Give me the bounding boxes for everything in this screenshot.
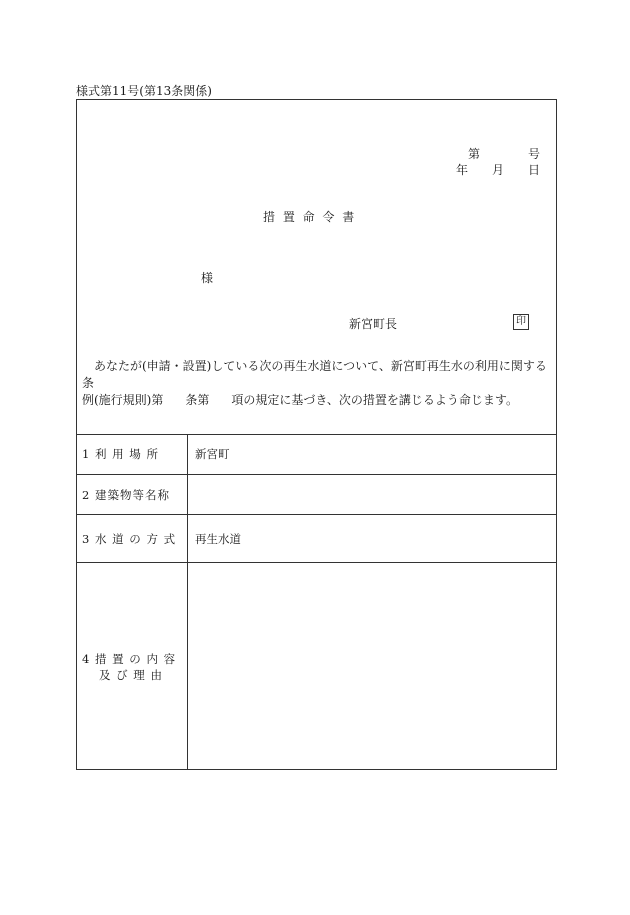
addressee-suffix: 様 bbox=[201, 271, 214, 285]
row-label-location: 1 利 用 場 所 bbox=[82, 447, 159, 461]
row-label-measure-reason: 及 び 理 由 bbox=[99, 668, 163, 682]
order-body-line-2b: 条第 bbox=[185, 393, 210, 407]
seal-mark: 印 bbox=[513, 314, 529, 330]
order-body-text bbox=[82, 358, 552, 409]
order-body-line-1: あなたが(申請・設置)している次の再生水道について、新宮町再生水の利用に関する条 bbox=[82, 359, 547, 390]
order-document-frame bbox=[76, 99, 557, 770]
table-row-divider bbox=[77, 514, 556, 515]
issuer-name: 新宮町長 bbox=[349, 317, 398, 331]
date-year: 年 bbox=[456, 163, 469, 177]
doc-number-prefix: 第 bbox=[468, 147, 481, 161]
row-value-water-system: 再生水道 bbox=[195, 532, 241, 546]
row-label-measure-content: 4 措 置 の 内 容 bbox=[82, 652, 177, 666]
doc-number-suffix: 号 bbox=[528, 147, 541, 161]
document-title: 措 置 命 令 書 bbox=[263, 210, 357, 224]
row-label-water-system: 3 水 道 の 方 式 bbox=[82, 532, 177, 546]
date-day: 日 bbox=[528, 163, 541, 177]
table-top-border bbox=[77, 434, 556, 435]
table-row-divider bbox=[77, 474, 556, 475]
table-row-divider bbox=[77, 562, 556, 563]
order-body-line-2a: 例(施行規則)第 bbox=[82, 393, 164, 407]
table-column-divider bbox=[187, 434, 188, 769]
row-label-building-name: 2 建築物等名称 bbox=[82, 488, 170, 502]
order-body-line-2c: 項の規定に基づき、次の措置を講じるよう命じます。 bbox=[231, 393, 518, 407]
row-value-location: 新宮町 bbox=[195, 447, 230, 461]
date-month: 月 bbox=[492, 163, 505, 177]
form-number: 様式第11号(第13条関係) bbox=[76, 84, 212, 98]
order-body-line-2 bbox=[82, 392, 552, 409]
